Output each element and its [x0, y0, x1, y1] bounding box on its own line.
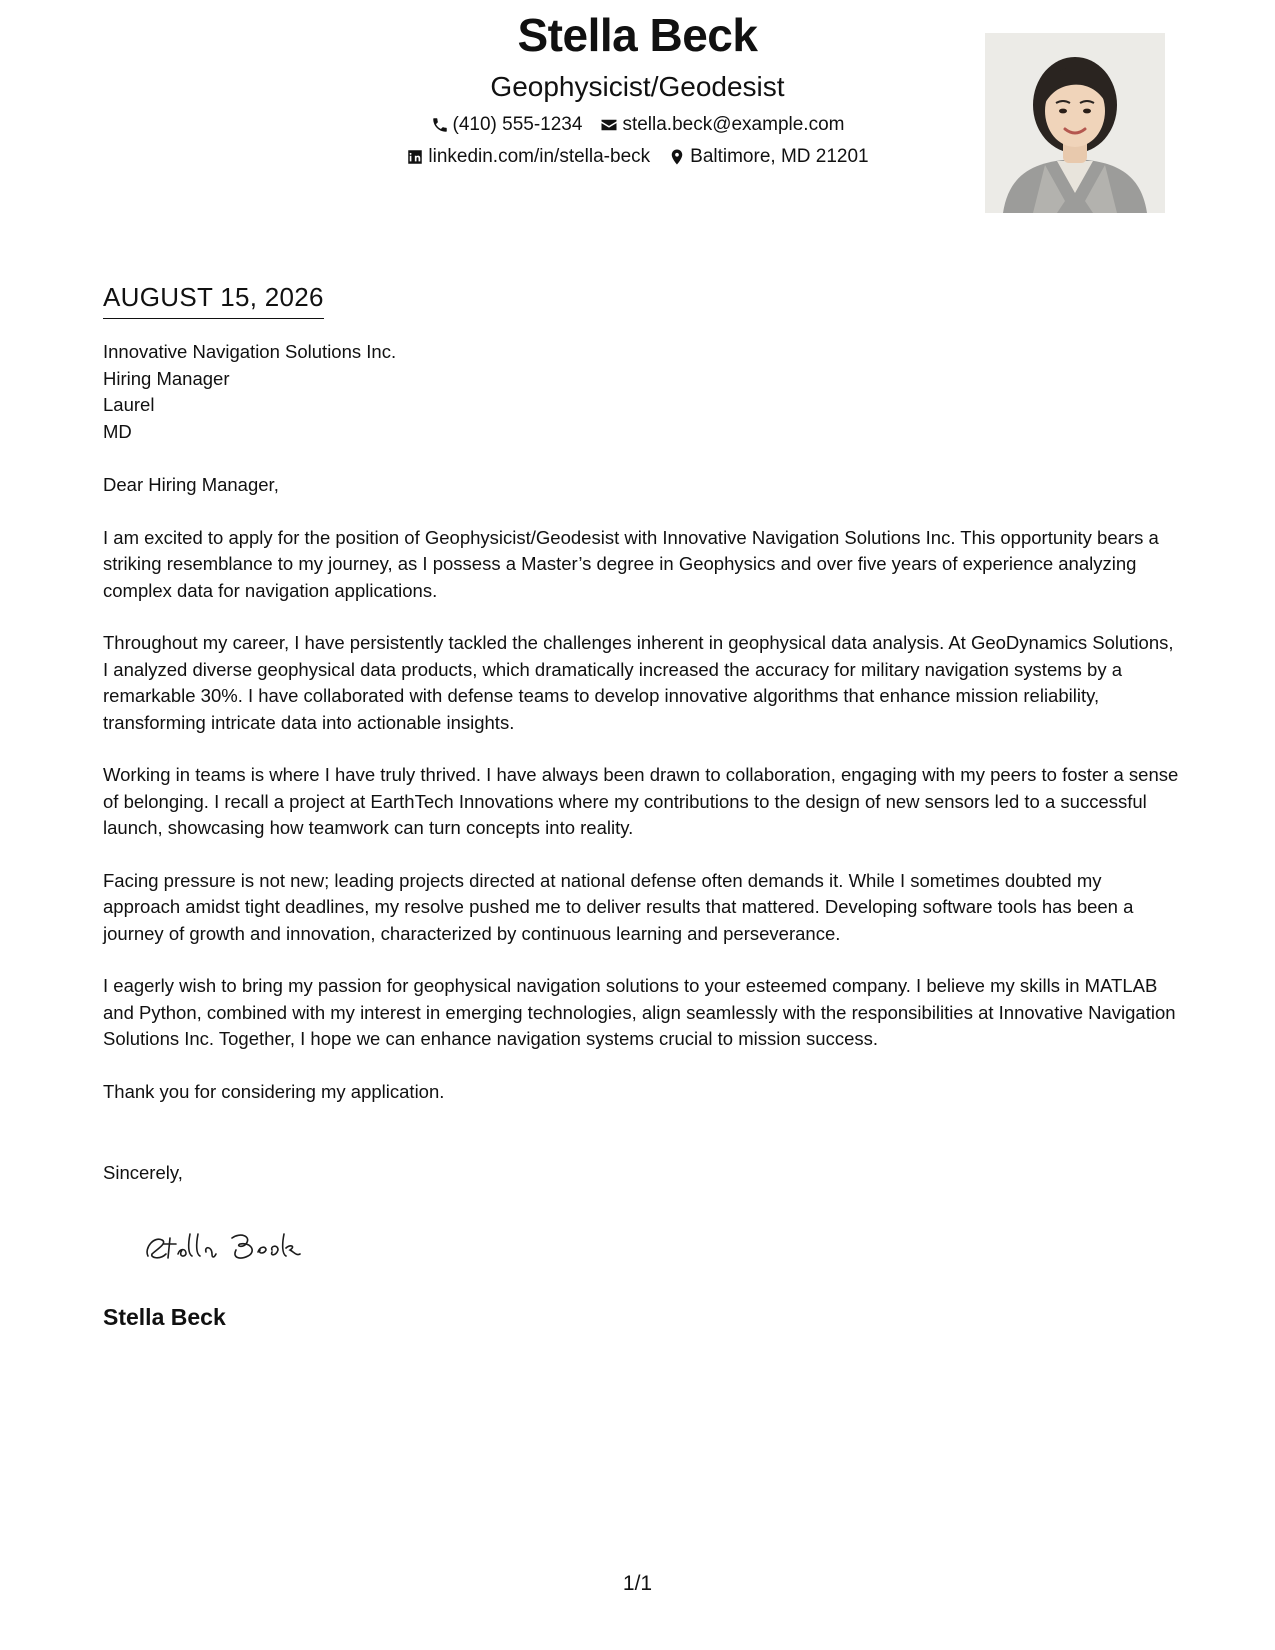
contact-location — [668, 144, 868, 170]
handwritten-signature — [140, 1220, 330, 1270]
envelope-icon — [600, 116, 618, 134]
letter-date: AUGUST 15, 2026 — [103, 280, 324, 319]
page-number: 1/1 — [622, 1572, 653, 1595]
profile-photo — [985, 33, 1165, 213]
linkedin-text: linkedin.com/in/stella-beck — [428, 146, 651, 167]
linkedin-icon — [406, 148, 424, 166]
map-marker-icon — [668, 148, 686, 166]
body-paragraph: I eagerly wish to bring my passion for geophysical navigation solutions to your esteemed company. I believe my skills in MATLAB and Python, combined with my interest in emerging technologies, align seamlessly with the responsibilities at Innovative Navigation Solutions Inc. Together, I hope we can enhance navigation systems crucial to mission success. — [103, 975, 1176, 1049]
salutation: Dear Hiring Manager, — [103, 474, 279, 495]
body-paragraph: Facing pressure is not new; leading projects directed at national defense often demands it. While I sometimes doubted my approach amidst tight deadlines, my resolve pushed me to deliver results that mattered. Developing software tools has been a journey of growth and innovation, characterized by continuous learning and perseverance. — [103, 869, 1134, 944]
profile-portrait-illustration — [985, 33, 1165, 213]
contact-linkedin — [406, 144, 650, 170]
letter-body — [103, 472, 1183, 1131]
closing: Sincerely, — [103, 1162, 183, 1183]
job-title: Geophysicist/Geodesist — [490, 71, 785, 102]
contact-email — [600, 112, 844, 138]
applicant-name: Stella Beck — [517, 9, 758, 61]
phone-icon — [431, 116, 449, 134]
body-paragraph: Throughout my career, I have persistently tackled the challenges inherent in geophysical data analysis. At GeoDynamics Solutions, I analyzed diverse geophysical data products, which dramatically increased the accuracy for military navigation systems by a remarkable 30%. I have collaborated with defense teams to develop innovative algorithms that enhance mission reliability, transforming intricate data into actionable insights. — [103, 632, 1174, 733]
recipient-contact: Hiring Manager — [103, 367, 230, 389]
location-text: Baltimore, MD 21201 — [690, 146, 869, 167]
contact-phone — [431, 112, 583, 138]
recipient-block — [103, 339, 396, 445]
body-paragraph: Working in teams is where I have truly thrived. I have always been drawn to collaboration, engaging with my peers to foster a sense of belonging. I recall a project at EarthTech Innovations where my contributions to the design of new sensors led to a successful launch, showcasing how teamwork can turn concepts into reality. — [103, 764, 1179, 838]
recipient-company: Innovative Navigation Solutions Inc. — [103, 341, 397, 362]
phone-text: (410) 555-1234 — [452, 114, 583, 135]
body-paragraph: Thank you for considering my application. — [103, 1080, 445, 1102]
email-text: stella.beck@example.com — [622, 114, 845, 135]
recipient-state: MD — [103, 420, 132, 442]
recipient-city: Laurel — [103, 394, 155, 415]
body-paragraph: I am excited to apply for the position of Geophysicist/Geodesist with Innovative Navigation Solutions Inc. This opportunity bears a striking resemblance to my journey, as I possess a Master’s degree in Geophysics and over five years of experience analyzing complex data for navigation applications. — [103, 526, 1159, 601]
signed-name: Stella Beck — [103, 1304, 226, 1330]
